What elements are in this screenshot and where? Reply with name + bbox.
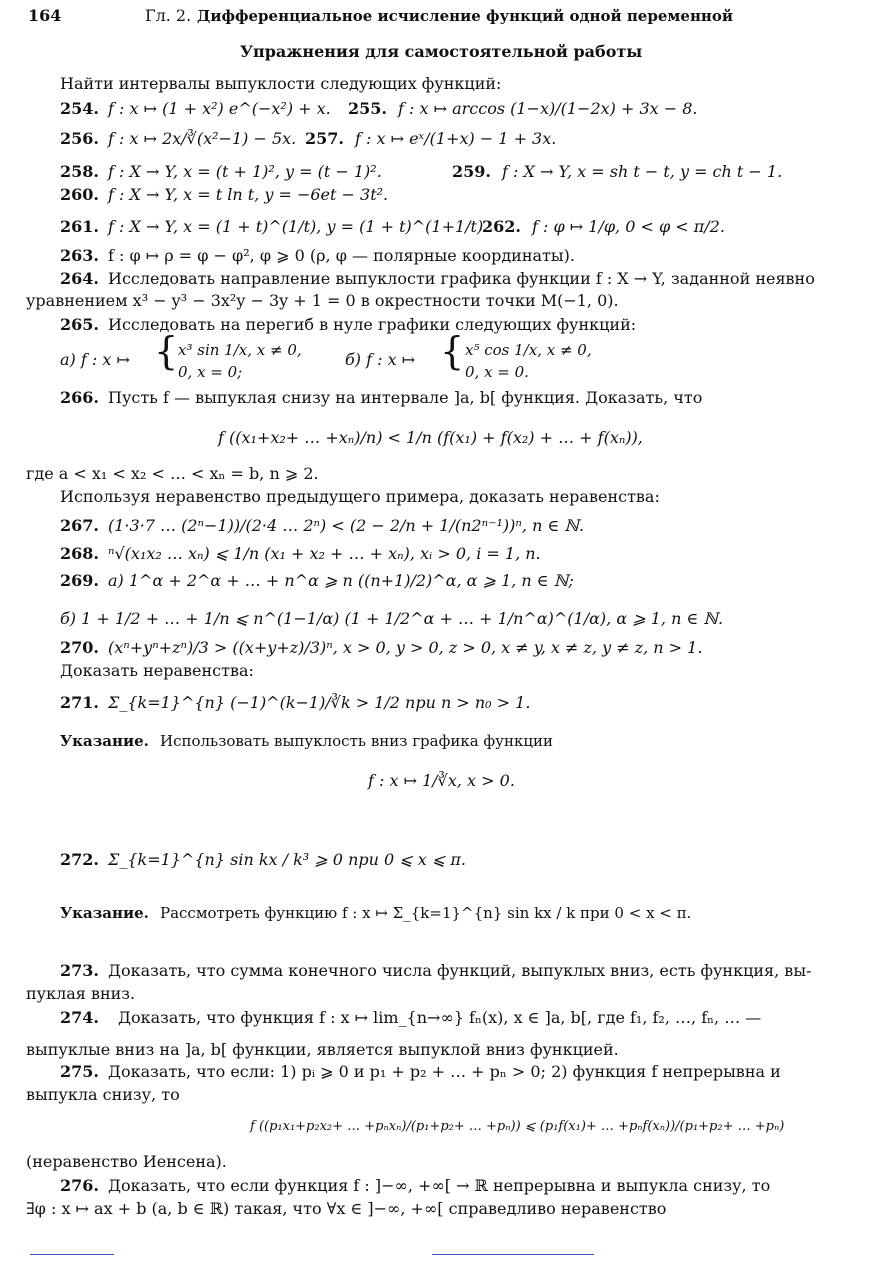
exercise-number: 256.	[60, 129, 99, 148]
exercise-number: 270.	[60, 638, 99, 657]
exercise-number: 268.	[60, 544, 99, 563]
left-brace: {	[154, 329, 179, 373]
exercise-formula: f : x ↦ (1 + x²) e^(−x²) + x.	[108, 99, 331, 118]
case-row: x³ sin 1/x, x ≠ 0,	[178, 341, 302, 359]
case-row: 0, x = 0.	[465, 363, 529, 381]
display-formula: f ((p₁x₁+p₂x₂+ … +pₙxₙ)/(p₁+p₂+ … +pₙ)) ⩽ (p₁f(x₁)+ … +pₙf(xₙ))/(p₁+p₂+ … +pₙ)	[250, 1119, 785, 1134]
exercise-number: 258.	[60, 162, 99, 181]
exercise-formula: ⁿ√(x₁x₂ … xₙ) ⩽ 1/n (x₁ + x₂ + … + xₙ), xᵢ > 0, i = 1, n.	[108, 544, 541, 563]
exercise-number: 264.	[60, 269, 99, 288]
exercise-number: 271.	[60, 693, 99, 712]
exercise-formula: б) 1 + 1/2 + … + 1/n ⩽ n^(1−1/α) (1 + 1/2^α + … + 1/n^α)^(1/α), α ⩾ 1, n ∈ ℕ.	[60, 609, 724, 628]
exercise-formula: f : X → Y, x = t ln t, y = −6et − 3t².	[108, 185, 389, 204]
exercise-formula: f : X → Y, x = sh t − t, y = ch t − 1.	[502, 162, 783, 181]
case-label: а) f : x ↦	[60, 350, 130, 369]
exercise-formula: f : X → Y, x = (t + 1)², y = (t − 1)².	[108, 162, 382, 181]
exercise-number: 276.	[60, 1176, 99, 1195]
exercise-formula: f : x ↦ arccos (1−x)/(1−2x) + 3x − 8.	[398, 99, 698, 118]
exercise-text: Исследовать направление выпуклости графика функции f : X → Y, заданной неявно	[108, 269, 815, 288]
hint-text: Использовать выпуклость вниз графика функции	[160, 732, 554, 750]
exercise-number: 259.	[452, 162, 491, 181]
exercise-text: Пусть f — выпуклая снизу на интервале ]a, b[ функция. Доказать, что	[108, 388, 703, 407]
exercise-number: 263.	[60, 246, 99, 265]
exercise-formula: f : X → Y, x = (1 + t)^(1/t), y = (1 + t)^(1+1/t).	[108, 217, 489, 236]
exercise-number: 266.	[60, 388, 99, 407]
exercise-text: Доказать, что функция f : x ↦ lim_{n→∞} fₙ(x), x ∈ ]a, b[, где f₁, f₂, …, fₙ, … —	[118, 1008, 762, 1027]
exercise-number: 272.	[60, 850, 99, 869]
exercise-number: 265.	[60, 315, 99, 334]
exercise-formula: Σ_{k=1}^{n} sin kx / k³ ⩾ 0 при 0 ⩽ x ⩽ π.	[108, 850, 466, 869]
exercise-formula: (1·3·7 … (2ⁿ−1))/(2·4 … 2ⁿ) < (2 − 2/n + 1/(n2ⁿ⁻¹))ⁿ, n ∈ ℕ.	[108, 516, 585, 535]
exercise-formula: Σ_{k=1}^{n} (−1)^(k−1)/∛k > 1/2 при n > n₀ > 1.	[108, 693, 531, 712]
exercise-number: 257.	[305, 129, 344, 148]
exercise-text: где a < x₁ < x₂ < … < xₙ = b, n ⩾ 2.	[26, 464, 319, 483]
case-row: x⁵ cos 1/x, x ≠ 0,	[465, 341, 592, 359]
exercise-text: Исследовать на перегиб в нуле графики следующих функций:	[108, 315, 637, 334]
exercise-text: Доказать, что если функция f : ]−∞, +∞[ → ℝ непрерывна и выпукла снизу, то	[108, 1176, 771, 1195]
exercise-formula: f : x ↦ 2x/∛(x²−1) − 5x.	[108, 129, 297, 148]
hint-label: Указание.	[60, 732, 149, 750]
exercise-number: 254.	[60, 99, 99, 118]
exercise-number: 262.	[482, 217, 521, 236]
exercise-number: 274.	[60, 1008, 99, 1027]
exercise-text: Доказать неравенства:	[60, 661, 254, 680]
exercise-text: Доказать, что если: 1) pᵢ ⩾ 0 и p₁ + p₂ + … + pₙ > 0; 2) функция f непрерывна и	[108, 1062, 781, 1081]
exercise-number: 267.	[60, 516, 99, 535]
exercise-text: Используя неравенство предыдущего примера, доказать неравенства:	[60, 487, 660, 506]
exercise-formula: f : x ↦ eˣ/(1+x) − 1 + 3x.	[355, 129, 557, 148]
exercise-formula: f : φ ↦ ρ = φ − φ², φ ⩾ 0 (ρ, φ — полярные координаты).	[108, 246, 575, 265]
footer-rule	[432, 1254, 594, 1255]
case-row: 0, x = 0;	[178, 363, 243, 381]
exercise-formula: (xⁿ+yⁿ+zⁿ)/3 > ((x+y+z)/3)ⁿ, x > 0, y > 0, z > 0, x ≠ y, x ≠ z, y ≠ z, n > 1.	[108, 638, 703, 657]
exercise-formula: а) 1^α + 2^α + … + n^α ⩾ n ((n+1)/2)^α, α ⩾ 1, n ∈ ℕ;	[108, 571, 574, 590]
intro-line: Найти интервалы выпуклости следующих функций:	[60, 74, 502, 93]
exercise-text: Доказать, что сумма конечного числа функций, выпуклых вниз, есть функция, вы-	[108, 961, 812, 980]
exercise-formula: f : φ ↦ 1/φ, 0 < φ < π/2.	[532, 217, 725, 236]
exercise-number: 273.	[60, 961, 99, 980]
exercise-number: 275.	[60, 1062, 99, 1081]
exercise-text: выпуклые вниз на ]a, b[ функции, является выпуклой вниз функцией.	[26, 1040, 619, 1059]
exercise-text: выпукла снизу, то	[26, 1085, 180, 1104]
hint-text: Рассмотреть функцию f : x ↦ Σ_{k=1}^{n} sin kx / k при 0 < x < π.	[160, 904, 692, 922]
hint-label: Указание.	[60, 904, 149, 922]
display-formula: f ((x₁+x₂+ … +xₙ)/n) < 1/n (f(x₁) + f(x₂) + … + f(xₙ)),	[218, 428, 643, 447]
exercise-text: пуклая вниз.	[26, 984, 136, 1003]
running-title-prefix: Гл. 2.	[145, 6, 192, 25]
footer-rule	[30, 1254, 114, 1255]
exercise-text: (неравенство Иенсена).	[26, 1152, 227, 1171]
left-brace: {	[440, 329, 465, 373]
exercise-text: ∃φ : x ↦ ax + b (a, b ∈ ℝ) такая, что ∀x ∈ ]−∞, +∞[ справедливо неравенство	[26, 1199, 667, 1218]
exercise-number: 269.	[60, 571, 99, 590]
case-label: б) f : x ↦	[345, 350, 416, 369]
section-title: Упражнения для самостоятельной работы	[240, 42, 643, 61]
page-number: 164	[28, 6, 62, 25]
exercise-text: уравнением x³ − y³ − 3x²y − 3y + 1 = 0 в окрестности точки M(−1, 0).	[26, 291, 619, 310]
running-title: Дифференциальное исчисление функций одной переменной	[197, 7, 734, 25]
exercise-number: 260.	[60, 185, 99, 204]
exercise-number: 255.	[348, 99, 387, 118]
display-formula: f : x ↦ 1/∛x, x > 0.	[368, 771, 515, 790]
exercise-number: 261.	[60, 217, 99, 236]
